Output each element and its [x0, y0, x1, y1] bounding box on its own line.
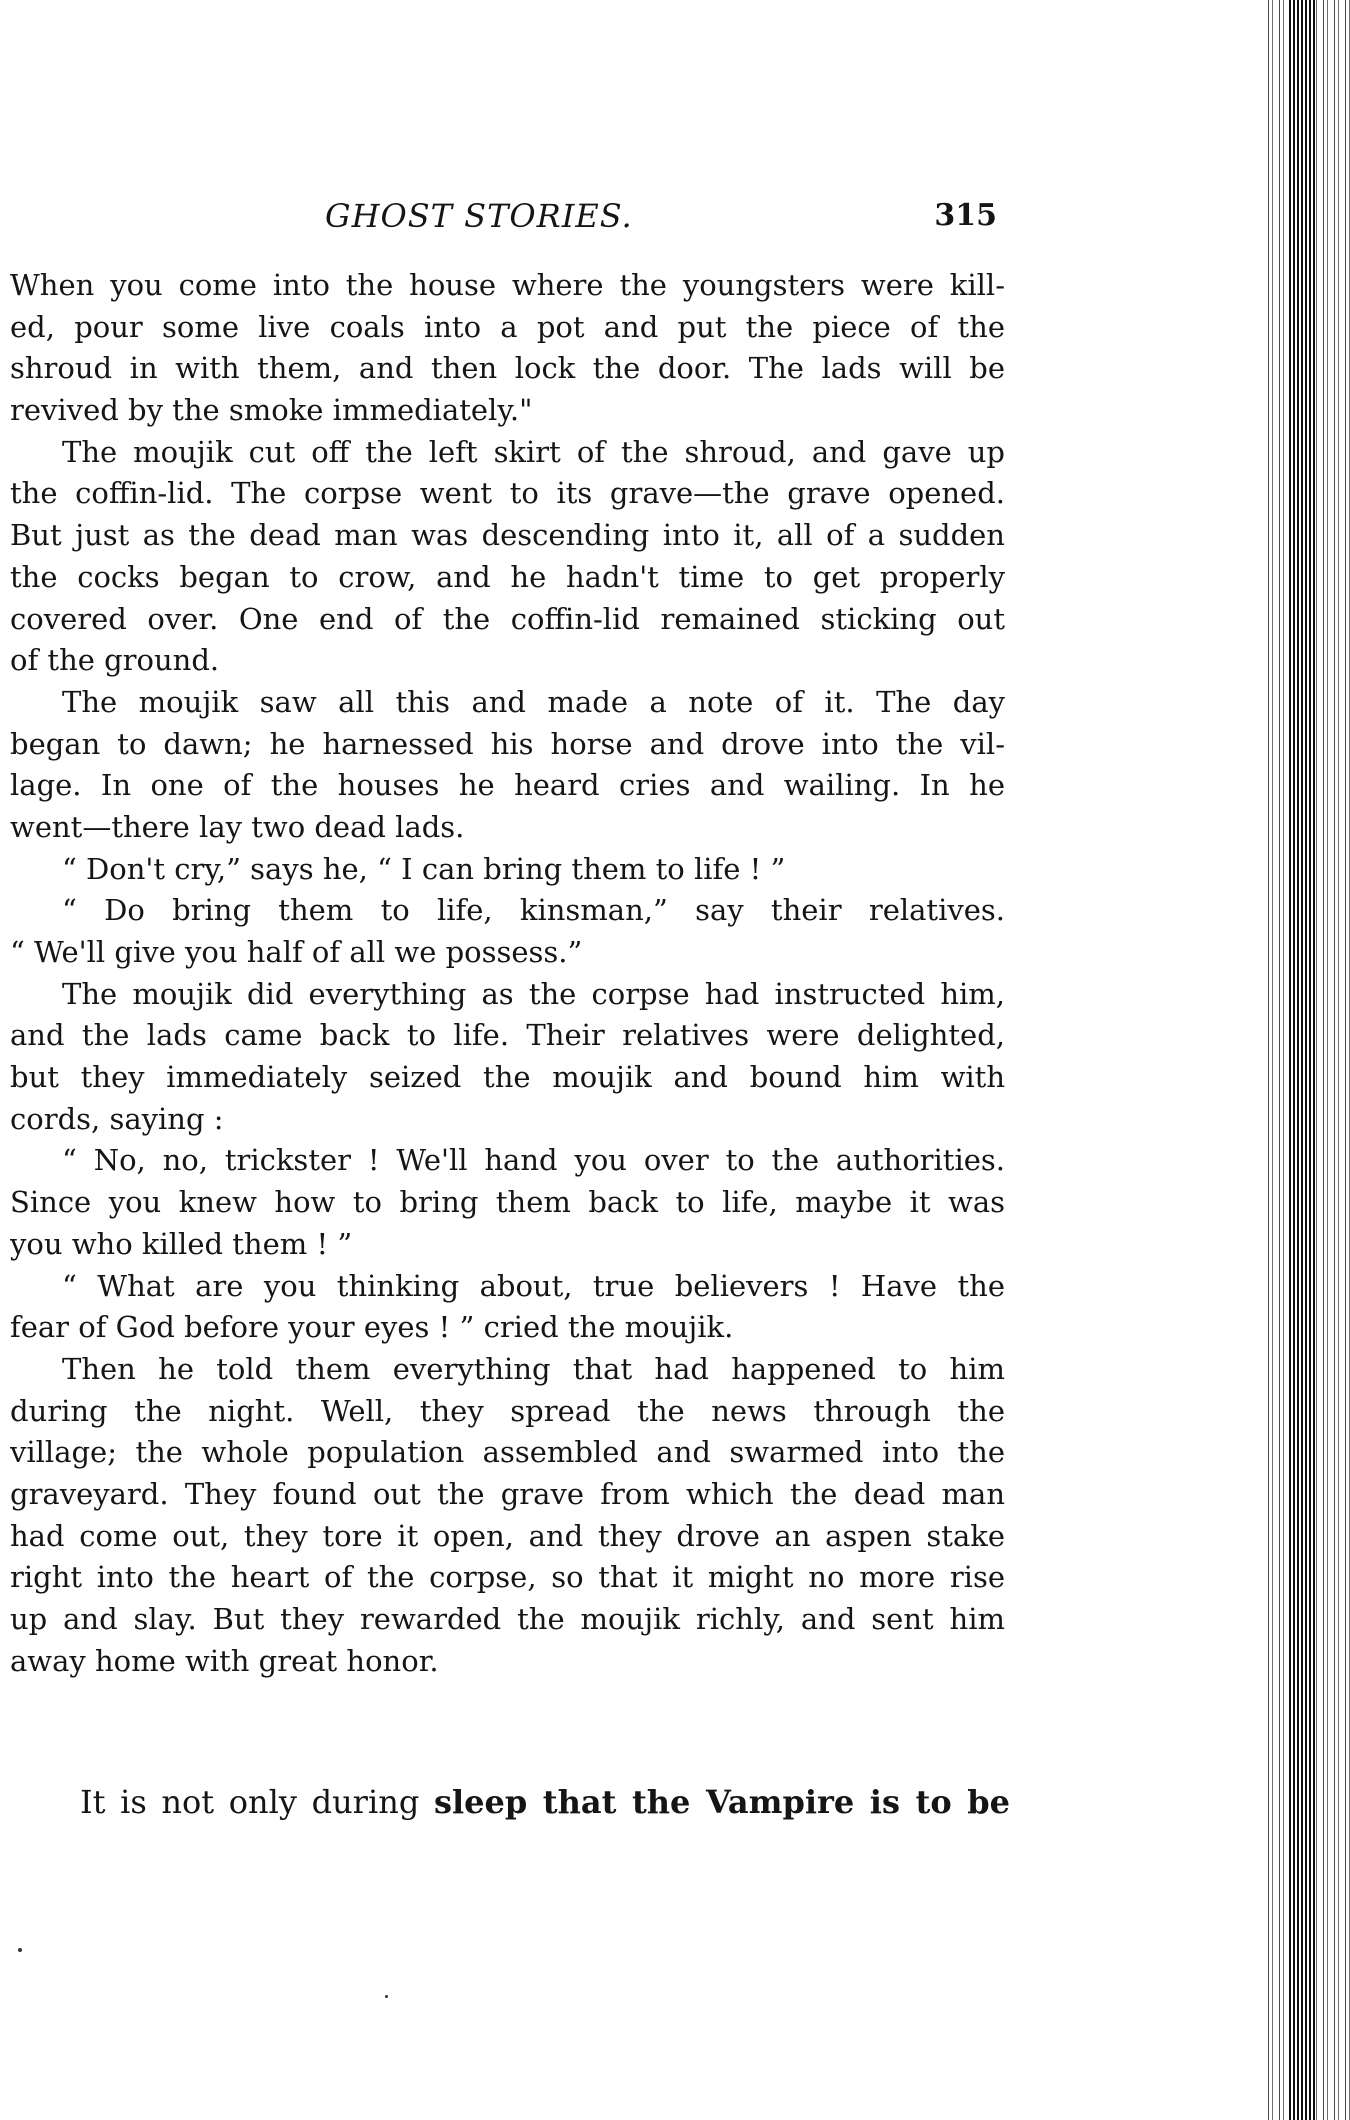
text-line: “ Do bring them to life, kinsman,” say their relatives. [62, 893, 1005, 928]
text-line: the coffin-lid. The corpse went to its grave—the grave opened. [10, 476, 1005, 511]
text-line: When you come into the house where the youngsters were kill- [10, 268, 1005, 302]
running-header [325, 190, 1005, 242]
text-line: during the night. Well, they spread the news through the [10, 1393, 1005, 1428]
paragraph [10, 974, 1005, 1141]
text-line: revived by the smoke immediately." [10, 393, 533, 428]
paragraph [10, 849, 1005, 891]
text-line: went—there lay two dead lads. [10, 809, 465, 844]
page-number: 315 [934, 198, 997, 233]
text-line: “ No, no, trickster ! We'll hand you over to the authorities. [62, 1143, 1005, 1178]
text-line: and the lads came back to life. Their relatives were delighted, [10, 1018, 1005, 1053]
running-title: GHOST STORIES. [325, 197, 633, 235]
text-line: cords, saying : [10, 1101, 224, 1136]
body-text [10, 265, 1005, 1682]
paragraph [10, 1349, 1005, 1683]
text-line: away home with great honor. [10, 1643, 439, 1678]
text-line: ed, pour some live coals into a pot and put the piece of the [10, 309, 1005, 344]
text-line: you who killed them ! ” [10, 1226, 353, 1261]
text-line: lage. In one of the houses he heard cries and wailing. In he [10, 768, 1005, 803]
text-line: the cocks began to crow, and he hadn't time to get properly [10, 559, 1005, 594]
paragraph [10, 432, 1005, 682]
text-line: The moujik saw all this and made a note of it. The day [62, 684, 1005, 719]
text-line: village; the whole population assembled and swarmed into the [10, 1435, 1005, 1470]
final-sentence-bold: sleep that the Vampire is to be [433, 1783, 1011, 1821]
text-line: The moujik did everything as the corpse had instructed him, [62, 976, 1005, 1011]
text-line: shroud in with them, and then lock the door. The lads will be [10, 351, 1005, 386]
paragraph [10, 682, 1005, 849]
final-sentence [80, 1780, 1010, 1824]
text-line: began to dawn; he harnessed his horse and drove into the vil- [10, 726, 1005, 761]
paragraph [10, 1266, 1005, 1349]
text-line: “ We'll give you half of all we possess.” [10, 935, 583, 969]
book-binding-shadow [1289, 0, 1315, 2120]
text-line: The moujik cut off the left skirt of the shroud, and gave up [62, 434, 1005, 469]
ink-speck [18, 1948, 22, 1952]
text-line: “ What are you thinking about, true believers ! Have the [62, 1268, 1005, 1303]
paragraph [10, 890, 1005, 973]
text-line: fear of God before your eyes ! ” cried the moujik. [10, 1310, 734, 1345]
paragraph [10, 1140, 1005, 1265]
text-line: right into the heart of the corpse, so that it might no more rise [10, 1560, 1005, 1595]
ink-speck [385, 1995, 388, 1998]
final-sentence-plain: It is not only during [80, 1783, 434, 1821]
text-line: But just as the dead man was descending into it, all of a sudden [10, 518, 1005, 553]
text-line: of the ground. [10, 643, 220, 678]
paragraph [10, 265, 1005, 432]
text-line: Since you knew how to bring them back to life, maybe it was [10, 1185, 1005, 1220]
text-line: covered over. One end of the coffin-lid remained sticking out [10, 601, 1005, 636]
text-line: “ Don't cry,” says he, “ I can bring them to life ! ” [62, 851, 786, 886]
text-line: Then he told them everything that had happened to him [62, 1351, 1005, 1386]
text-line: up and slay. But they rewarded the moujik richly, and sent him [10, 1602, 1005, 1636]
text-line: but they immediately seized the moujik and bound him with [10, 1060, 1005, 1095]
text-line: had come out, they tore it open, and they drove an aspen stake [10, 1518, 1005, 1553]
text-line: graveyard. They found out the grave from which the dead man [10, 1476, 1005, 1511]
